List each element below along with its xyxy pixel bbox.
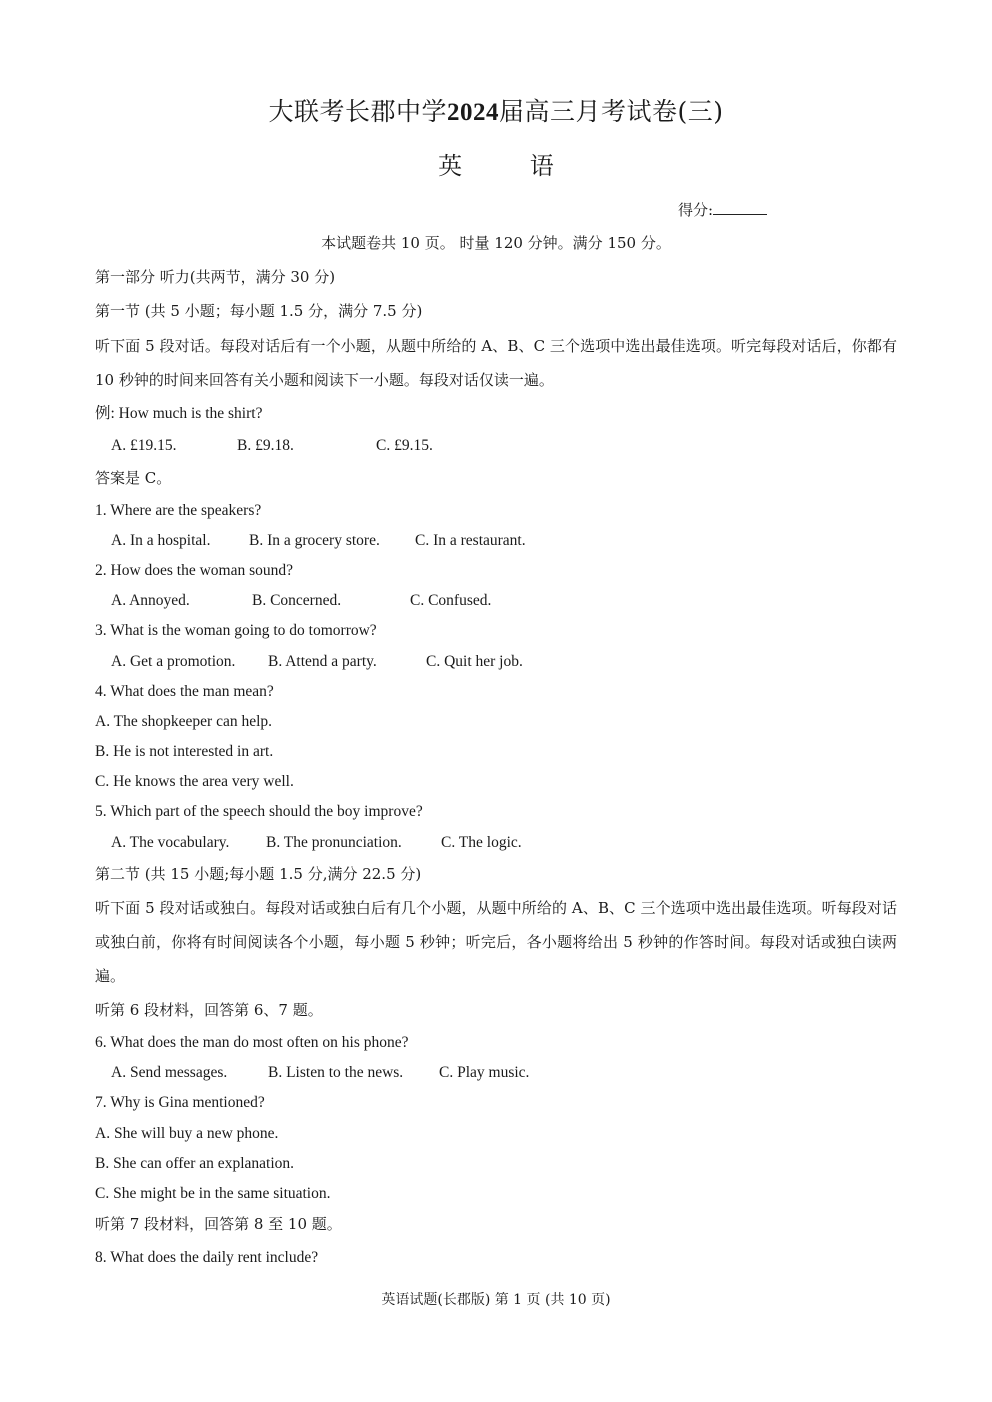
option-c: C. £9.15.: [376, 437, 433, 454]
section2-instructions: 听下面 5 段对话或独白。每段对话或独白后有几个小题，从题中所给的 A、B、C 三个选项中选出最佳选项。听每段对话或独白前，你将有时间阅读各个小题，每小题 5 秒钟；听完后，各小题将给出 5 秒钟的作答时间。每段对话或独白读两遍。: [95, 899, 897, 985]
question-5: 5. Which part of the speech should the boy improve?: [95, 803, 423, 820]
title-suffix: 届高三月考试卷(三): [499, 97, 724, 126]
option-b: B. £9.18.: [237, 437, 294, 454]
section1-heading: 第一节 (共 5 小题；每小题 1.5 分，满分 7.5 分): [95, 302, 423, 320]
question-7-option-c: C. She might be in the same situation.: [95, 1185, 331, 1202]
question-8: 8. What does the daily rent include?: [95, 1249, 319, 1266]
option-c: C. Quit her job.: [426, 653, 523, 670]
question-3-options: [111, 653, 523, 671]
question-4-option-c: C. He knows the area very well.: [95, 773, 294, 790]
question-7-option-b: B. She can offer an explanation.: [95, 1155, 294, 1172]
option-a: A. Send messages.: [111, 1064, 228, 1081]
question-3: 3. What is the woman going to do tomorrow?: [95, 622, 377, 639]
question-2: 2. How does the woman sound?: [95, 562, 294, 579]
option-b: B. Concerned.: [252, 592, 342, 609]
question-7: 7. Why is Gina mentioned?: [95, 1094, 265, 1111]
material-6-heading: 听第 6 段材料，回答第 6、7 题。: [95, 1001, 323, 1019]
option-c: C. The logic.: [441, 834, 522, 851]
question-6-options: [111, 1064, 529, 1082]
section1-instructions: 听下面 5 段对话。每段对话后有一个小题，从题中所给的 A、B、C 三个选项中选出最佳选项。听完每段对话后，你都有 10 秒钟的时间来回答有关小题和阅读下一小题。每段对话仅读一遍。: [95, 337, 897, 389]
option-a: A. The vocabulary.: [111, 834, 230, 851]
question-1: 1. Where are the speakers?: [95, 502, 262, 519]
title-school: 大联考长郡中学: [268, 97, 447, 126]
question-5-options: [111, 834, 522, 852]
question-2-options: [111, 592, 491, 610]
option-a: A. £19.15.: [111, 437, 177, 454]
section2-heading: 第二节 (共 15 小题;每小题 1.5 分,满分 22.5 分): [95, 865, 422, 883]
example-options: [111, 437, 433, 455]
option-b: B. Attend a party.: [268, 653, 377, 670]
example-answer: 答案是 C。: [95, 469, 172, 487]
subject-title: 英 语: [438, 152, 584, 180]
option-c: C. In a restaurant.: [415, 532, 526, 549]
title-year: 2024: [447, 99, 499, 126]
part1-heading: 第一部分 听力(共两节，满分 30 分): [95, 268, 336, 286]
page-footer: 英语试题(长郡版) 第 1 页 (共 10 页): [381, 1292, 611, 1308]
question-4-option-b: B. He is not interested in art.: [95, 743, 274, 760]
option-c: C. Play music.: [439, 1064, 530, 1081]
question-6: 6. What does the man do most often on his phone?: [95, 1034, 409, 1051]
question-4: 4. What does the man mean?: [95, 683, 274, 700]
material-7-heading: 听第 7 段材料，回答第 8 至 10 题。: [95, 1215, 342, 1233]
score-label: 得分:: [678, 201, 714, 219]
example-question: 例: How much is the shirt?: [95, 405, 263, 422]
option-c: C. Confused.: [410, 592, 492, 609]
option-a: A. In a hospital.: [111, 532, 211, 549]
question-1-options: [111, 532, 526, 550]
option-a: A. Annoyed.: [111, 592, 190, 609]
option-b: B. In a grocery store.: [249, 532, 380, 549]
score-field: [678, 199, 767, 220]
exam-title: [0, 92, 992, 128]
option-b: B. The pronunciation.: [266, 834, 402, 851]
option-b: B. Listen to the news.: [268, 1064, 404, 1081]
exam-info: 本试题卷共 10 页。 时量 120 分钟。满分 150 分。: [321, 234, 671, 252]
question-4-option-a: A. The shopkeeper can help.: [95, 713, 273, 730]
question-7-option-a: A. She will buy a new phone.: [95, 1125, 279, 1142]
option-a: A. Get a promotion.: [111, 653, 236, 670]
score-blank: [713, 200, 767, 215]
